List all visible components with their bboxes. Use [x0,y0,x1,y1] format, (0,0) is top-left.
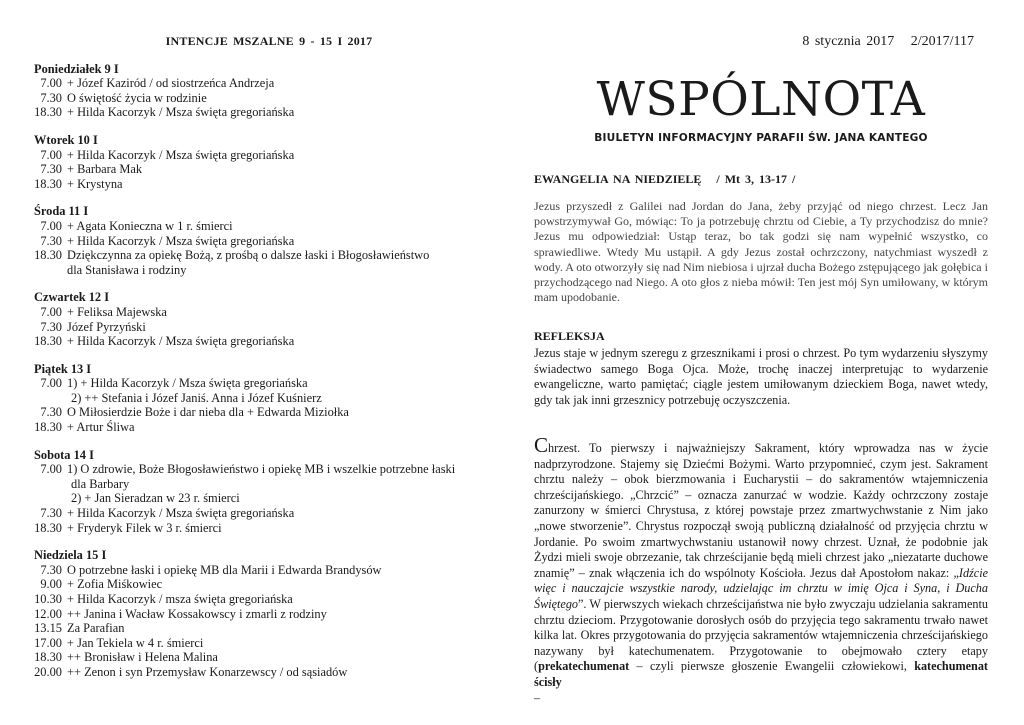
intention-time: 7.30 [40,233,62,248]
issue-date: 8 stycznia 2017 [802,34,895,49]
intention-text: 1) + Hilda Kacorzyk / Msza święta gregoriańska [67,376,308,391]
baptism-part1: hrzest. To pierwszy i najważniejszy Sakrament, który wprowadza nas w życie nadprzyrodzone. Stajemy się Dziećmi Bożymi. Warto przypomnieć, czym jest. Sakrament chrztu należy – obok bierzmowania i Eucharystii – do sakramentów wtajemniczenia chrześcijańskiego. „Chrzcić” – oznacza zanurzać w wodzie. Każdy ochrzczony zostaje zanurzony w śmierci Chrystusa, z której powstaje przez zmartwychwstanie z Nim jako „nowe stworzenie”. Chrystus rozpoczął swoją publiczną działalność od przyjęcia chrztu w Jordanie. Po swoim zmartwychwstaniu ustanowił nowy chrzest. Uznał, że podobnie jak Żydzi mieli swoje obrzezanie, tak chrześcijanie będą mieli chrzest jako „niezatarte duchowe znamię” – znak włączenia ich do wspólnoty Kościoła. Jezus dał Apostołom nakaz: „ [534,441,988,580]
intention-time: 7.30 [40,162,62,177]
intention-row [34,420,504,435]
schedule-day [34,290,504,348]
intention-row [34,405,504,420]
intention-text: + Hilda Kacorzyk / Msza święta gregoriańska [67,233,295,248]
intention-time: 7.00 [40,76,62,91]
issue-number: 2/2017/117 [910,34,974,49]
intention-time: 7.00 [40,304,62,319]
intention-row [34,219,504,234]
intention-text: dla Barbary [71,476,130,491]
day-name: Niedziela 15 I [34,548,107,563]
intention-time: 18.30 [34,420,62,435]
intention-time: 7.30 [40,319,62,334]
schedule-day [34,133,504,191]
intention-text: O świętość życia w rodzinie [67,90,207,105]
intention-row [34,320,504,335]
intention-time: 18.30 [34,520,62,535]
schedule-day [34,448,504,536]
gospel-text: Jezus przyszedł z Galilei nad Jordan do Jana, żeby przyjąć od niego chrzest. Lecz Jan powstrzymywał Go, mówiąc: To ja potrzebuję chrztu od Ciebie, a Ty przychodzisz do mnie? Jezus mu odpowiedział: Ustąp teraz, bo tak godzi się nam wypełnić wszystko, co sprawiedliwe. Wtedy Mu ustąpił. A gdy Jezus został ochrzczony, natychmiast wyszedł z wody. A oto otworzyły się nad Nim niebiosa i ujrzał ducha Bożego zstępującego jak gołębica i przychodzącego nad Niego. A oto głos z nieba mówił: Ten jest mój Syn umiłowany, w którym mam upodobanie. [534,199,988,305]
day-name: Sobota 14 I [34,447,94,462]
intention-time: 7.30 [40,90,62,105]
intention-time: 12.00 [34,606,62,621]
intention-text: + Hilda Kacorzyk / Msza święta gregoriańska [67,334,295,349]
day-name: Piątek 13 I [34,361,92,376]
intention-time: 18.30 [34,176,62,191]
baptism-dropcap: C [534,433,549,458]
intention-text: + Hilda Kacorzyk / Msza święta gregoriańska [67,147,295,162]
intention-text: + Fryderyk Filek w 3 r. śmierci [67,520,222,535]
intention-text: 2) ++ Stefania i Józef Janiś. Anna i Józef Kuśnierz [71,390,322,405]
day-name: Wtorek 10 I [34,132,98,147]
intention-text: + Barbara Mak [67,162,143,177]
day-name: Czwartek 12 I [34,290,110,305]
intention-text: + Agata Konieczna w 1 r. śmierci [67,218,233,233]
intention-time: 7.30 [40,506,62,521]
intention-text: dla Stanisława i rodziny [67,262,187,277]
intention-text: 1) O zdrowie, Boże Błogosławieństwo i opiekę MB i wszelkie potrzebne łaski [67,462,456,477]
intention-row [34,592,504,607]
intention-row [34,636,504,651]
intention-row [34,650,504,665]
baptism-quote: Idźcie więc i nauczajcie wszystkie narody, udzielając im chrztu w imię Ojca i Syna, i Ducha Świętego [534,565,988,611]
bulletin-column [534,34,988,706]
schedule-days [34,62,504,680]
intention-row [34,263,504,278]
baptism-bold-katechumenat: katechumenat ścisły [534,659,988,689]
intention-row [34,148,504,163]
intention-text: + Feliksa Majewska [67,304,167,319]
intention-row [34,162,504,177]
schedule-day [34,548,504,679]
intention-text: ++ Janina i Wacław Kossakowscy i zmarli z rodziny [67,606,327,621]
intention-text: + Krystyna [67,176,123,191]
intention-time: 7.30 [40,562,62,577]
intention-time: 7.00 [40,376,62,391]
intention-text: O potrzebne łaski i opiekę MB dla Marii i Edwarda Brandysów [67,562,382,577]
intention-row [34,391,504,406]
day-name: Środa 11 I [34,204,89,219]
baptism-part2: ”. W pierwszych wiekach chrześcijaństwa nie było zwyczaju udzielania sakramentu chrztu dzieciom. Przygotowanie dorosłych osób do przyjęcia tego sakramentu trwało nawet kilka lat. Okres przygotowania do przyjęcia sakramentów wtajemniczenia chrześcijańskiego nazywany był katechumenatem. Przygotowanie to obejmowało cztery etapy ( [534,596,988,674]
intention-text: + Józef Kaziród / od siostrzeńca Andrzeja [67,76,275,91]
intention-row [34,91,504,106]
intention-row [34,521,504,536]
baptism-part3: – czyli pierwsze głoszenie Ewangelii człowiekowi, [629,659,915,674]
intention-row [34,607,504,622]
gospel-heading-text: EWANGELIA NA NIEDZIELĘ [534,172,702,186]
schedule-day [34,62,504,120]
reflection-heading: REFLEKSJA [534,329,605,344]
intention-time: 7.00 [40,462,62,477]
intention-time: 18.30 [34,248,62,263]
mass-intentions-column [34,34,504,693]
intention-time: 13.15 [34,621,62,636]
schedule-day [34,204,504,277]
schedule-day [34,362,504,435]
intention-row [34,305,504,320]
intention-text: + Hilda Kacorzyk / Msza święta gregoriańska [67,105,295,120]
intention-time: 9.00 [40,577,62,592]
intention-text: + Hilda Kacorzyk / msza święta gregoriańska [67,592,293,606]
intention-text: ++ Zenon i syn Przemysław Konarzewscy / od sąsiadów [67,664,348,679]
intention-time: 18.30 [34,334,62,349]
reflection-text: Jezus staje w jednym szeregu z grzesznikami i prosi o chrzest. Po tym wydarzeniu słyszymy świadectwo samego Boga Ojca. Może, trochę inaczej interpretując to wydarzenie ewangeliczne, warto pamiętać; ciągle jestem umiłowanym dzieckiem Boga, nawet wtedy, gdy tak jak inni grzesznicy potrzebuję oczyszczenia. [534,346,988,407]
intention-text: + Zofia Miśkowiec [67,577,163,592]
baptism-bold-prekatechumenat: prekatechumenat [538,659,630,674]
issue-line [534,34,988,49]
intention-time: 7.00 [40,218,62,233]
intention-time: 20.00 [34,664,62,679]
intention-text: + Jan Tekiela w 4 r. śmierci [67,635,204,650]
intention-row [34,506,504,521]
intention-row [34,462,504,477]
baptism-part4: – [534,690,541,705]
intention-text: Dziękczynna za opiekę Bożą, z prośbą o dalsze łaski i Błogosławieństwo [67,248,430,263]
intention-row [34,477,504,492]
masthead-subtitle: BIULETYN INFORMACYJNY PARAFII ŚW. JANA KANTEGO [594,132,928,144]
intention-row [34,248,504,263]
gospel-heading [534,172,988,187]
intention-time: 7.30 [40,405,62,420]
intention-text: Za Parafian [67,621,125,636]
day-name: Poniedziałek 9 I [34,61,119,76]
intention-row [34,334,504,349]
intention-row [34,105,504,120]
intention-time: 17.00 [34,635,62,650]
intention-row [34,76,504,91]
intention-row [34,621,504,636]
masthead-title: WSPÓLNOTA [596,72,926,127]
intention-row [34,563,504,578]
intention-row [34,376,504,391]
intention-text: Józef Pyrzyński [67,319,146,334]
intention-text: + Hilda Kacorzyk / Msza święta gregoriańska [67,506,295,521]
intention-time: 18.30 [34,105,62,120]
intention-row [34,665,504,680]
intention-row [34,177,504,192]
intention-time: 18.30 [34,650,62,665]
intention-row [34,577,504,592]
intention-text: 2) + Jan Sieradzan w 23 r. śmierci [71,491,240,506]
intention-text: ++ Bronisław i Helena Malina [67,650,218,665]
intention-time: 10.30 [34,592,62,606]
gospel-reference: / Mt 3, 13-17 / [716,172,796,186]
intention-time: 7.00 [40,147,62,162]
intention-text: O Miłosierdzie Boże i dar nieba dla + Edwarda Miziołka [67,405,349,420]
schedule-title: INTENCJE MSZALNE 9 - 15 I 2017 [165,34,373,48]
baptism-article [534,433,988,706]
intention-row [34,491,504,506]
intention-row [34,234,504,249]
intention-text: + Artur Śliwa [67,420,135,435]
